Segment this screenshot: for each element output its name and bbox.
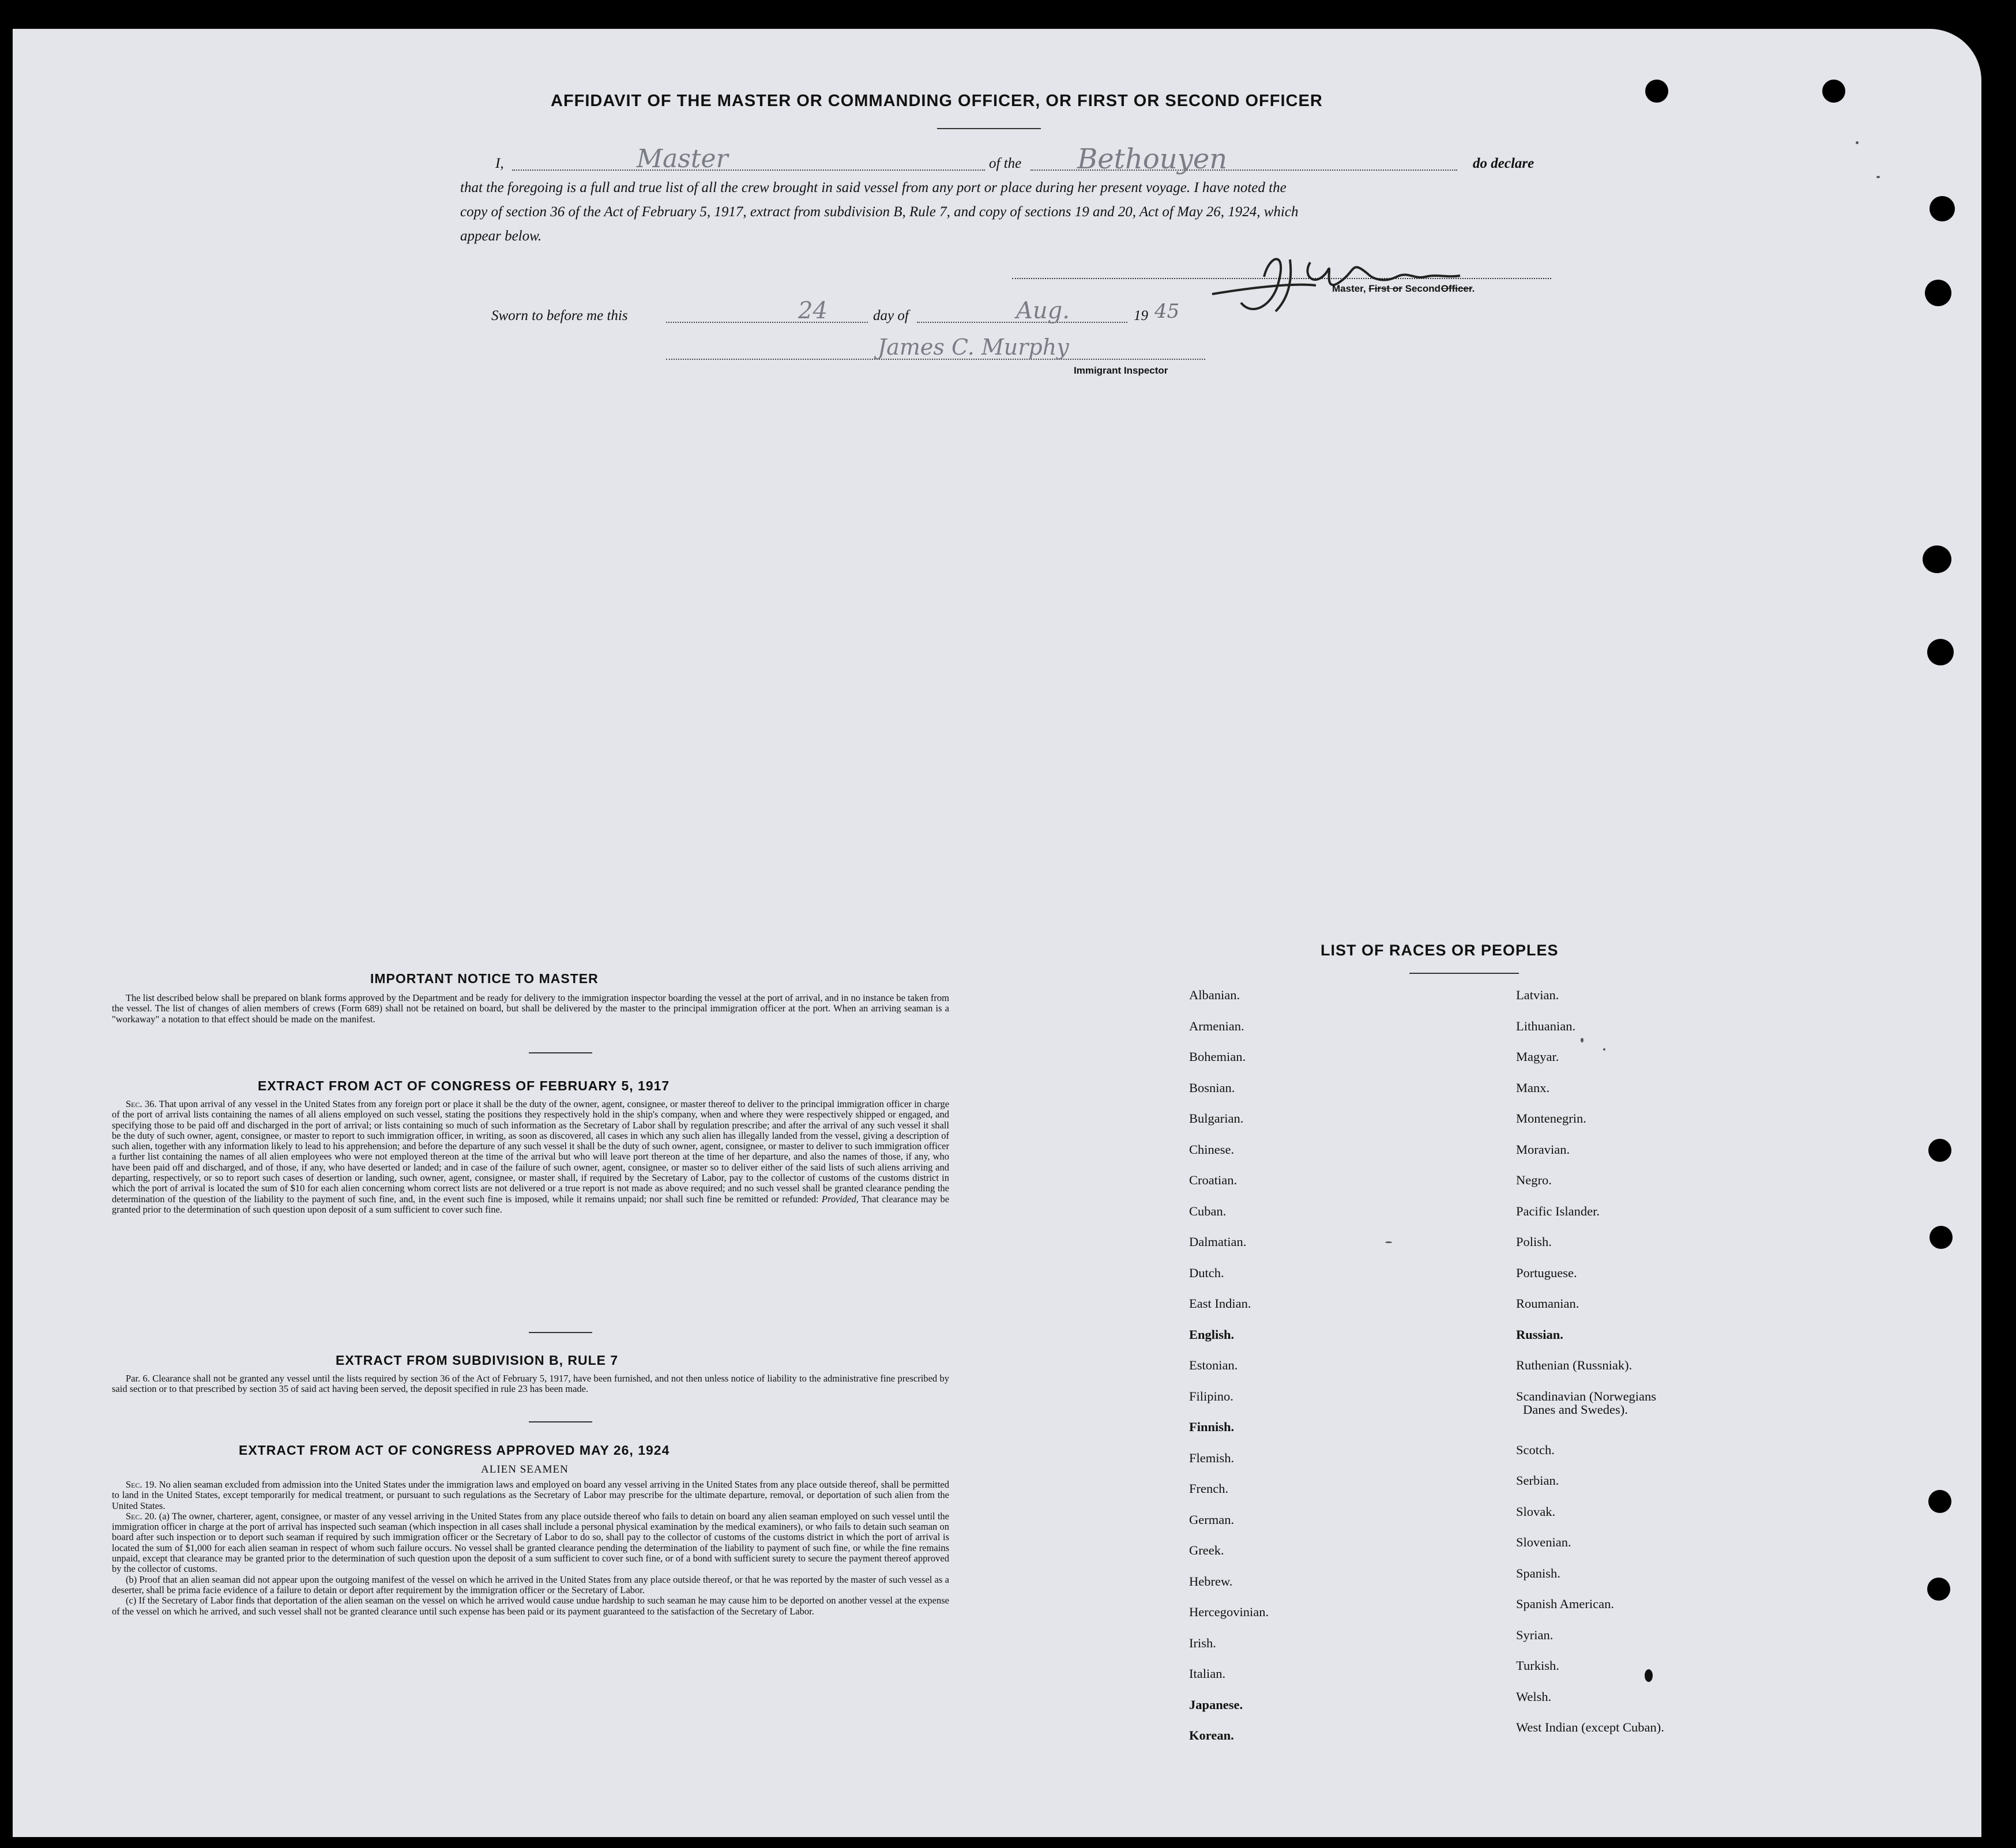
race-item: Flemish.: [1189, 1450, 1235, 1465]
extract-1924-title: EXTRACT FROM ACT OF CONGRESS APPROVED MAY 26, 1924: [239, 1443, 670, 1458]
notice-text: The list described below shall be prepared on blank forms approved by the Department and be ready for delivery to the immigration inspector boarding the vessel at the port of arrival, and in no instance be taken from the vessel. The list of changes of alien members of crews (Form 689) shall not be retained on board, but shall be delivered by the master to the principal immigration officer at the port. When an arriving seaman is a "workaway" a notation to that effect should be made on the manifest.: [112, 992, 949, 1025]
punch-hole: [1923, 545, 1951, 573]
race-item: Chinese.: [1189, 1142, 1235, 1157]
title-divider: [937, 128, 1041, 129]
month-handwritten: Aug.: [1016, 298, 1070, 324]
race-item: Syrian.: [1516, 1627, 1554, 1642]
second-label: Second: [1405, 283, 1441, 294]
punch-hole: [1822, 80, 1845, 103]
master-name-handwritten: Master: [637, 144, 728, 174]
day-handwritten: 24: [798, 298, 828, 324]
affidavit-line-4: appear below.: [460, 228, 542, 244]
document-page: [13, 29, 1981, 1837]
race-item: Scandinavian (Norwegians: [1516, 1388, 1657, 1403]
rule-7-title: EXTRACT FROM SUBDIVISION B, RULE 7: [336, 1353, 619, 1368]
extract-1917-divider: [529, 1332, 592, 1333]
race-item: Italian.: [1189, 1666, 1226, 1681]
scan-speck: [1581, 1038, 1584, 1042]
sec-20a: [112, 1511, 949, 1575]
race-item: Greek.: [1189, 1543, 1224, 1557]
punch-hole: [1928, 1139, 1951, 1162]
race-item: Moravian.: [1516, 1142, 1570, 1157]
year-prefix: 19: [1134, 308, 1148, 323]
officer-struck: Officer: [1440, 283, 1472, 294]
inspector-signature: James C. Murphy: [878, 334, 1069, 360]
race-item: Dutch.: [1189, 1265, 1224, 1280]
race-item: Latvian.: [1516, 988, 1559, 1002]
race-item: Welsh.: [1516, 1689, 1552, 1704]
race-item: German.: [1189, 1512, 1235, 1527]
race-item: Bosnian.: [1189, 1080, 1235, 1095]
notice-divider: [529, 1052, 592, 1053]
master-officer-label: [1332, 283, 1475, 295]
scan-speck: [1645, 1669, 1653, 1682]
race-item: Russian.: [1516, 1327, 1563, 1342]
sec-20a-text: (a) The owner, charterer, agent, consignee, or master of any vessel arriving in the United States from any place outside thereof who fails to detain on board any alien seaman employed on such vessel until the immigration officer in charge at the port of arrival has inspected such seaman (which inspection in all cases shall include a personal physical examination by the medical examiners), or who fails to detain such seaman on board after such inspection or to deport such seaman if required by such immigration officer or the Secretary of Labor to do so, shall pay to the collector of customs of the customs district in which the port of arrival is located the sum of $1,000 for each alien seaman in respect of whom such failure occurs. No vessel shall be granted clearance pending the determination of the liability to payment of such fine, or while the fine remains unpaid, except that clearance may be granted prior to the determination of such question upon the deposit of a sum sufficient to cover such fine, or of a bond with sufficient surety to secure the payment thereof approved by the collector of customs.: [112, 1510, 949, 1575]
sec-19-label: Sec. 19.: [126, 1479, 157, 1490]
sec-19-text: No alien seaman excluded from admission into the United States under the immigration laws and employed on board any vessel arriving in the United States from any place outside thereof, shall be permitted to land in the United States, except temporarily for medical treatment, or pursuant to such regulations as the Secretary of Labor may prescribe for the ultimate departure, removal, or deportation of such alien from the United States.: [112, 1479, 949, 1511]
rule-7-text: Par. 6. Clearance shall not be granted any vessel until the lists required by section 36 of the Act of February 5, 1917, have been furnished, and not then unless notice of liability to the administrative fine prescribed by said section or to that prescribed by section 35 of said act having been served, the deposit specified in rule 23 has been made.: [112, 1373, 949, 1395]
sec-19: [112, 1480, 949, 1511]
officer-period: .: [1472, 283, 1475, 294]
races-divider: [1409, 973, 1519, 974]
race-item: East Indian.: [1189, 1296, 1251, 1311]
sworn-label: Sworn to before me this: [491, 308, 628, 323]
master-label: Master,: [1332, 283, 1366, 294]
day-of-label: day of: [873, 308, 909, 323]
punch-hole: [1930, 1226, 1953, 1249]
race-item: Albanian.: [1189, 988, 1240, 1002]
race-item: Cuban.: [1189, 1203, 1227, 1218]
extract-1917-text: [112, 1099, 949, 1215]
alien-seamen-subtitle: ALIEN SEAMEN: [481, 1463, 569, 1476]
punch-hole: [1925, 280, 1951, 306]
race-item: Korean.: [1189, 1728, 1234, 1742]
punch-hole: [1927, 1578, 1950, 1601]
sec-36-text: That upon arrival of any vessel in the United States from any foreign port or place it shall be the duty of the owner, agent, consignee, or master thereof to deliver to the principal immigration officer in charge of the port of arrival lists containing the names of all aliens employed on such vessel, stating the positions they respectively hold in the ship's company, when and where they were respectively shipped or engaged, and specifying those to be paid off and discharged in the port of arrival; or lists containing so much of such information as the Secretary of Labor shall by regulation prescribe; and after the arrival of any such vessel it shall be the duty of such owner, agent, consignee, or master to report to such immigration officer, in writing, as soon as discovered, all cases in which any such alien has illegally landed from the vessel, giving a description of such alien, together with any information likely to lead to his apprehension; and before the departure of any such vessel it shall be the duty of such owner, agent, consignee, or master to deliver to such immigration officer a further list containing the names of all alien employees who were not employed thereon at the time of the arrival but who will leave port thereon at the time of her departure, and also the names of those, if any, who have been paid off and discharged, and of those, if any, who have deserted or landed; and in case of the failure of such owner, agent, consignee, or master so to deliver either of the said lists of such aliens arriving and departing, respectively, or so to report such cases of desertion or landing, such owner, agent, consignee, or master shall, if required by the Secretary of Labor, pay to the collector of customs of the customs district in which the port of arrival is located the sum of $10 for each alien concerning whom correct lists are not delivered or a true report is not made as above required; and no such vessel shall be granted clearance pending the determination of the question of the liability to the payment of such fine, and, in the event such fine is imposed, while it remains unpaid; nor shall such fine be remitted or refunded:: [112, 1098, 950, 1205]
vessel-name-handwritten: Bethouyen: [1077, 143, 1228, 175]
punch-hole: [1927, 639, 1954, 665]
sec-20-label: Sec. 20.: [126, 1510, 157, 1522]
notice-title: IMPORTANT NOTICE TO MASTER: [370, 971, 599, 986]
day-line: [666, 322, 868, 323]
race-item: Dalmatian.: [1189, 1234, 1247, 1249]
race-item: French.: [1189, 1481, 1229, 1496]
scan-speck: [1856, 141, 1859, 144]
race-item: Finnish.: [1189, 1420, 1235, 1434]
race-item: Irish.: [1189, 1635, 1216, 1650]
race-item: Turkish.: [1516, 1658, 1559, 1673]
punch-hole: [1928, 1490, 1951, 1513]
first-or-struck: First or: [1368, 283, 1402, 294]
i-label: I,: [495, 156, 504, 171]
sec-36-provided: Provided,: [821, 1193, 859, 1205]
scan-speck: [1385, 1241, 1392, 1243]
race-item: Magyar.: [1516, 1049, 1559, 1064]
race-item: Croatian.: [1189, 1173, 1238, 1187]
scan-speck: [1603, 1048, 1605, 1051]
race-item: Manx.: [1516, 1080, 1550, 1095]
race-item: Polish.: [1516, 1234, 1552, 1249]
race-item: Ruthenian (Russniak).: [1516, 1358, 1633, 1372]
scan-speck: [1876, 176, 1880, 178]
race-item: Lithuanian.: [1516, 1018, 1576, 1033]
race-item: Serbian.: [1516, 1473, 1559, 1488]
affidavit-line-3: copy of section 36 of the Act of February 5, 1917, extract from subdivision B, Rule 7, and copy of sections 19 and 20, Act of May 26, 1924, which: [460, 204, 1299, 220]
race-item: Scotch.: [1516, 1442, 1555, 1457]
master-name-line: [512, 170, 985, 171]
race-item: West Indian (except Cuban).: [1516, 1720, 1664, 1734]
sec-36-text-after: That clearance may be granted prior to the determination of such question upon deposit of a sum sufficient to cover such fine.: [112, 1193, 950, 1215]
punch-hole: [1930, 196, 1955, 221]
affidavit-title: AFFIDAVIT OF THE MASTER OR COMMANDING OFFICER, OR FIRST OR SECOND OFFICER: [551, 92, 1323, 110]
race-item: Filipino.: [1189, 1388, 1233, 1403]
race-item: Hebrew.: [1189, 1574, 1233, 1589]
race-item: Portuguese.: [1516, 1265, 1577, 1280]
sec-36-label: Sec. 36.: [126, 1098, 157, 1109]
races-title: LIST OF RACES OR PEOPLES: [1321, 942, 1559, 959]
punch-hole: [1645, 80, 1668, 103]
race-item: Bulgarian.: [1189, 1111, 1244, 1126]
race-item: Negro.: [1516, 1173, 1552, 1187]
extract-1924-text: [112, 1480, 949, 1617]
extract-1917-title: EXTRACT FROM ACT OF CONGRESS OF FEBRUARY 5, 1917: [258, 1078, 670, 1093]
race-item: Danes and Swedes).: [1523, 1402, 1628, 1417]
year-handwritten: 45: [1154, 300, 1180, 323]
race-item: Pacific Islander.: [1516, 1203, 1600, 1218]
rule-7-divider: [529, 1421, 592, 1422]
race-item: Spanish American.: [1516, 1597, 1614, 1611]
sec-20b: (b) Proof that an alien seaman did not appear upon the outgoing manifest of the vessel on which he arrived in the United States from any place outside thereof, or that he was reported by the master of such vessel as a deserter, shall be prima facie evidence of a failure to detain or deport after requirement by the immigration officer or the Secretary of Labor.: [112, 1574, 949, 1595]
race-item: Bohemian.: [1189, 1049, 1246, 1064]
do-declare: do declare: [1473, 156, 1534, 171]
race-item: Hercegovinian.: [1189, 1605, 1269, 1619]
inspector-label: Immigrant Inspector: [1074, 365, 1168, 376]
race-item: Spanish.: [1516, 1565, 1560, 1580]
race-item: Slovenian.: [1516, 1535, 1571, 1549]
race-item: Armenian.: [1189, 1018, 1244, 1033]
race-item: English.: [1189, 1327, 1235, 1342]
race-item: Roumanian.: [1516, 1296, 1579, 1311]
race-item: Estonian.: [1189, 1358, 1238, 1372]
race-item: Japanese.: [1189, 1697, 1243, 1712]
of-the-label: of the: [989, 156, 1022, 171]
race-item: Slovak.: [1516, 1504, 1556, 1519]
affidavit-line-2: that the foregoing is a full and true list of all the crew brought in said vessel from any port or place during her present voyage. I have noted the: [460, 180, 1287, 195]
sec-20c: (c) If the Secretary of Labor finds that deportation of the alien seaman on the vessel on which he arrived would cause undue hardship to such seaman he may cause him to be deported on another vessel at the expense of the vessel on which he arrived, and such vessel shall not be granted clearance until such expense has been paid or its payment guaranteed to the satisfaction of the Secretary of Labor.: [112, 1595, 949, 1617]
race-item: Montenegrin.: [1516, 1111, 1586, 1126]
master-signature: [1178, 236, 1500, 329]
